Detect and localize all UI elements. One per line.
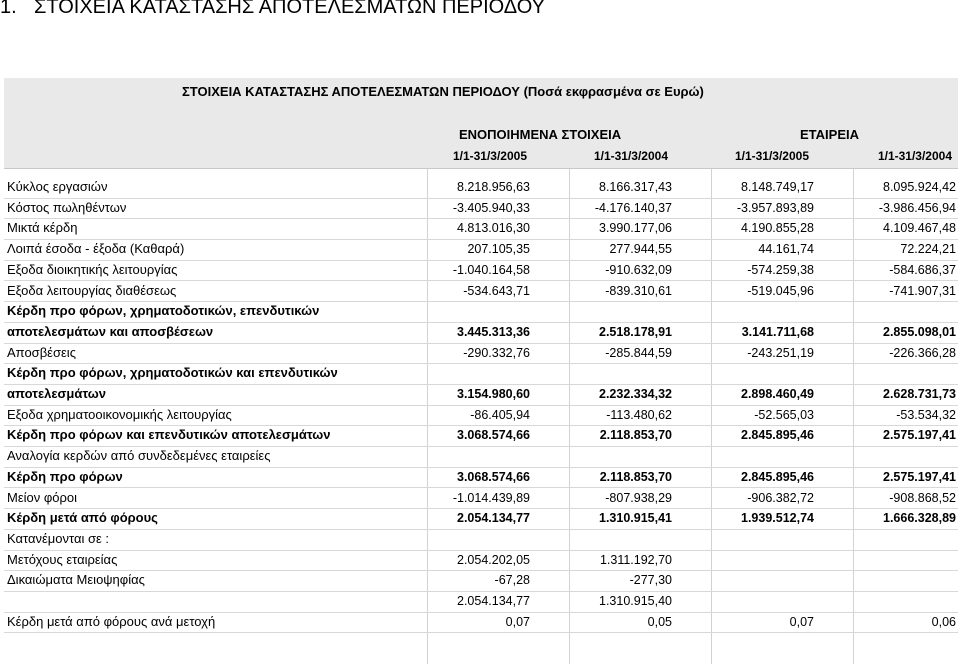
value-cell: 8.148.749,17: [741, 180, 814, 194]
row-label: Εξοδα χρηματοοικονομικής λειτουργίας: [7, 406, 232, 422]
value-cell: 2.845.895,46: [741, 428, 814, 443]
value-cell: 2.575.197,41: [883, 469, 956, 484]
table-row: [4, 363, 958, 385]
value-cell: 72.224,21: [900, 242, 956, 257]
table-row: [4, 550, 958, 572]
table-row: [4, 343, 958, 365]
table-row: [4, 570, 958, 592]
value-cell: -113.480,62: [606, 407, 672, 422]
value-cell: 8.218.956,63: [457, 180, 530, 194]
value-cell: 4.109.467,48: [883, 221, 956, 236]
value-cell: 2.054.202,05: [457, 552, 530, 567]
period-header: 1/1-31/3/2005: [452, 149, 527, 163]
row-label: Κέρδη προ φόρων, χρηματοδοτικών, επενδυτικών: [7, 303, 320, 319]
table-row: [4, 281, 958, 303]
table-row: [4, 425, 958, 447]
row-label: Κέρδη προ φόρων και επενδυτικών αποτελεσμάτων: [7, 427, 331, 443]
table-row: [4, 177, 958, 199]
value-cell: 2.118.853,70: [599, 428, 672, 443]
value-cell: 2.575.197,41: [883, 428, 956, 443]
value-cell: 0,07: [789, 614, 814, 629]
value-cell: 3.445.313,36: [457, 324, 530, 339]
value-cell: -277,30: [629, 573, 672, 588]
value-cell: -807.938,29: [605, 490, 672, 505]
table-row: [4, 612, 958, 634]
table-row: [4, 467, 958, 489]
table-row: [4, 384, 958, 406]
value-cell: 1.310.915,41: [599, 511, 672, 526]
value-cell: -584.686,37: [889, 262, 956, 277]
table-header: [4, 78, 958, 168]
value-cell: -908.868,52: [889, 490, 956, 505]
value-cell: -52.565,03: [754, 407, 814, 422]
value-cell: 0,07: [505, 614, 530, 629]
value-cell: 2.845.895,46: [741, 469, 814, 484]
table-row: [4, 488, 958, 510]
value-cell: 2.518.178,91: [599, 324, 672, 339]
value-cell: 0,06: [931, 614, 956, 629]
consolidated-group-label: ΕΝΟΠΟΙΗΜΕΝΑ ΣΤΟΙΧΕΙΑ: [459, 127, 622, 142]
value-cell: -67,28: [494, 573, 530, 588]
value-cell: -1.040.164,58: [452, 262, 530, 277]
value-cell: 1.311.192,70: [599, 552, 672, 567]
section-number: 1.: [0, 0, 17, 18]
period-header: 1/1-31/3/2004: [593, 149, 668, 163]
value-cell: 2.054.134,77: [457, 511, 530, 526]
value-cell: -910.632,09: [605, 262, 672, 277]
value-cell: -285.844,59: [605, 345, 672, 360]
value-cell: -1.014.439,89: [452, 490, 530, 505]
value-cell: -741.907,31: [889, 283, 956, 298]
value-cell: 1.939.512,74: [741, 511, 814, 526]
row-label: αποτελεσμάτων και αποσβέσεων: [7, 323, 214, 339]
row-label: Κόστος πωληθέντων: [7, 199, 127, 215]
row-label: Λοιπά έσοδα - έξοδα (Καθαρά): [7, 241, 185, 257]
value-cell: -243.251,19: [747, 345, 814, 360]
value-cell: 44.161,74: [758, 242, 814, 257]
value-cell: 2.232.334,32: [599, 387, 672, 401]
value-cell: 2.054.134,77: [457, 594, 530, 608]
value-cell: 4.813.016,30: [457, 221, 530, 236]
period-header: 1/1-31/3/2005: [734, 149, 809, 163]
value-cell: 3.154.980,60: [457, 387, 530, 401]
value-cell: 1.310.915,40: [599, 594, 672, 608]
row-label: Εξοδα διοικητικής λειτουργίας: [7, 261, 178, 277]
row-label: Κέρδη μετά από φόρους: [7, 510, 158, 526]
value-cell: 1.666.328,89: [883, 511, 956, 526]
value-cell: -839.310,61: [605, 283, 672, 298]
page-heading: [0, 0, 545, 19]
table-row: [4, 218, 958, 240]
value-cell: -519.045,96: [747, 283, 814, 298]
table-row: [4, 260, 958, 282]
row-label: αποτελεσμάτων: [7, 386, 107, 401]
table-row: [4, 508, 958, 530]
value-cell: 0,05: [647, 614, 672, 629]
value-cell: -906.382,72: [747, 490, 814, 505]
table-title: ΣΤΟΙΧΕΙΑ ΚΑΤΑΣΤΑΣΗΣ ΑΠΟΤΕΛΕΣΜΑΤΩΝ ΠΕΡΙΟΔΟΥ (Ποσά εκφρασμένα σε Ευρώ): [182, 84, 704, 99]
value-cell: -4.176.140,37: [594, 200, 672, 215]
table-row: [4, 529, 958, 551]
table-row: [4, 239, 958, 261]
value-cell: -3.986.456,94: [878, 200, 956, 215]
table-row: [4, 446, 958, 468]
table-row: [4, 591, 958, 613]
value-cell: 4.190.855,28: [741, 221, 814, 236]
value-cell: -574.259,38: [747, 262, 814, 277]
row-label: Αποσβέσεις: [7, 344, 76, 360]
value-cell: 3.068.574,66: [457, 428, 530, 443]
value-cell: 3.141.711,68: [741, 324, 814, 339]
row-label: Δικαιώματα Μειοψηφίας: [7, 572, 145, 588]
table-row: [4, 405, 958, 427]
value-cell: -534.643,71: [463, 283, 530, 298]
value-cell: -290.332,76: [463, 345, 530, 360]
row-label: Μετόχους εταιρείας: [7, 551, 118, 567]
value-cell: -3.405.940,33: [452, 200, 530, 215]
table-row: [4, 301, 958, 323]
row-label: Εξοδα λειτουργίας διαθέσεως: [7, 282, 177, 298]
row-label: Κέρδη μετά από φόρους ανά μετοχή: [7, 613, 216, 629]
section-title: ΣΤΟΙΧΕΙΑ ΚΑΤΑΣΤΑΣΗΣ ΑΠΟΤΕΛΕΣΜΑΤΩΝ ΠΕΡΙΟΔΟΥ: [34, 0, 545, 18]
value-cell: 207.105,35: [467, 242, 530, 257]
value-cell: 3.990.177,06: [599, 221, 672, 236]
table-row: [4, 322, 958, 344]
value-cell: 2.628.731,73: [883, 387, 956, 401]
value-cell: 8.166.317,43: [599, 180, 672, 194]
value-cell: 2.898.460,49: [741, 387, 814, 401]
value-cell: 2.855.098,01: [883, 324, 956, 339]
table-body: [4, 168, 958, 665]
value-cell: 8.095.924,42: [883, 180, 956, 194]
period-header: 1/1-31/3/2004: [877, 149, 952, 163]
row-label: Κατανέμονται σε :: [7, 530, 110, 546]
row-label: Μείον φόροι: [7, 489, 78, 505]
company-group-label: ΕΤΑΙΡΕΙΑ: [800, 127, 859, 142]
value-cell: -53.534,32: [896, 407, 956, 422]
row-label: Κύκλος εργασιών: [7, 179, 108, 194]
value-cell: 2.118.853,70: [599, 469, 672, 484]
table-row: [4, 198, 958, 220]
value-cell: 277.944,55: [609, 242, 672, 257]
value-cell: -3.957.893,89: [736, 200, 814, 215]
income-statement-table: [4, 78, 958, 664]
row-label: Κέρδη προ φόρων, χρηματοδοτικών και επενδυτικών: [7, 365, 338, 381]
value-cell: 3.068.574,66: [457, 469, 530, 484]
value-cell: -226.366,28: [889, 345, 956, 360]
value-cell: -86.405,94: [470, 407, 530, 422]
row-label: Κέρδη προ φόρων: [7, 468, 123, 484]
row-label: Μικτά κέρδη: [7, 220, 78, 236]
row-label: Αναλογία κερδών από συνδεδεμένες εταιρείες: [7, 448, 271, 464]
